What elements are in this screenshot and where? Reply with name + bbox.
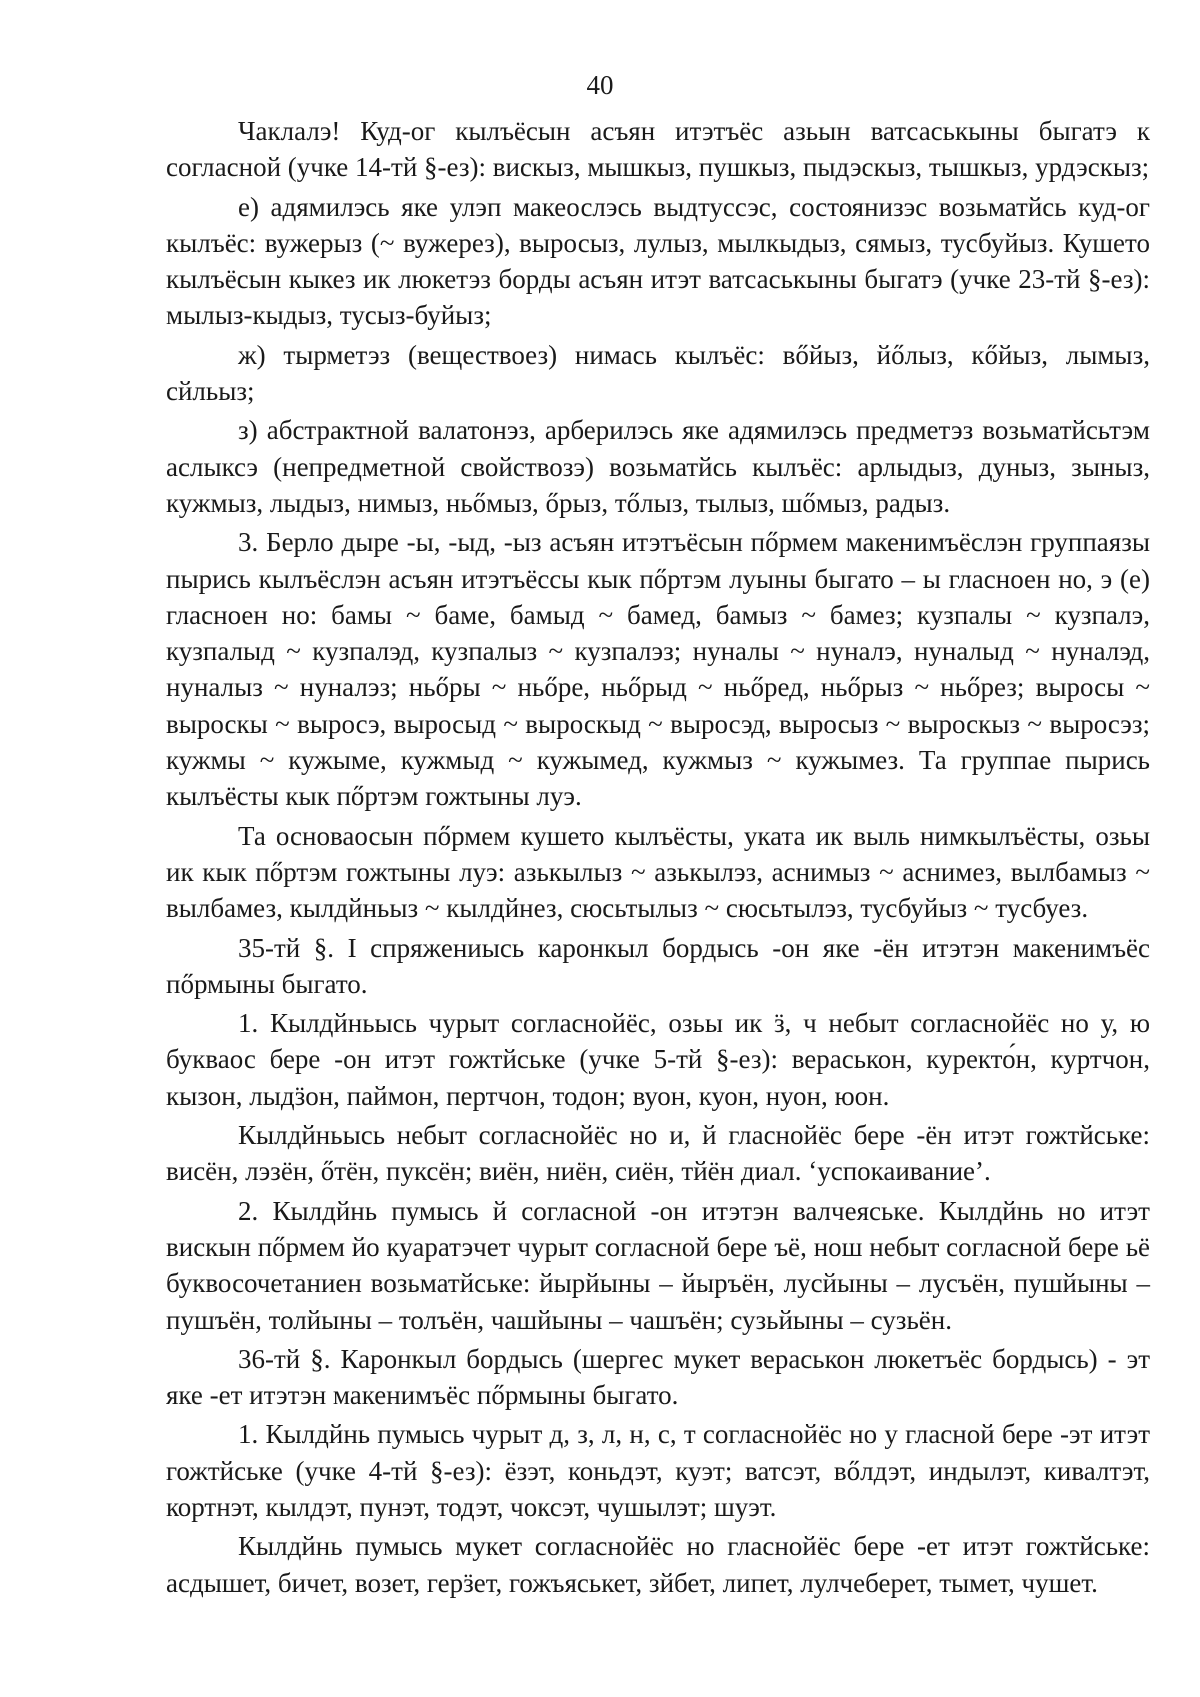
page-number: 40 xyxy=(586,70,614,100)
paragraph: з) абстрактной валатонэз, арберилэсь яке адямилэсь предметэз возьматйсьтэм аслыксэ (непредметной свойствозэ) возьматйсь кылъёс: арлыдыз, дуныз, зыныз, кужмыз, лыдыз, нимыз, ньőмыз, őрыз, тőлыз, тылыз, шőмыз, радыз. xyxy=(166,415,1150,518)
paragraph: Кылдйнь пумысь мукет согласнойёс но гласнойёс бере -ет итэт гожтйське: асдышет, бичет, возет, герӟет, гожъяськет, зйбет, липет, лулчеберет, тымет, чушет. xyxy=(166,1531,1150,1598)
section-heading-paragraph: 35-тй §. I спряжениысь каронкыл бордысь -он яке -ён итэтэн макенимъёс пőрмыны быгато. xyxy=(166,932,1150,999)
paragraph: 3. Берло дыре -ы, -ыд, -ыз асъян итэтъёсын пőрмем макенимъёслэн группаязы пырись кылъёслэн асъян итэтъёссы кык пőртэм луыны быгато – ы гласноен но, э (е) гласноен но: бамы ~ баме, бамыд ~ бамед, бамыз ~ бамез; кузпалы ~ кузпалэ, кузпалыд ~ кузпалэд, кузпалыз ~ кузпалэз; нуналы ~ нуналэ, нуналыд ~ нуналэд, нуналыз ~ нуналэз; ньőры ~ ньőре, ньőрыд ~ ньőред, ньőрыз ~ ньőрез; выросы ~ выроскы ~ выросэ, выросыд ~ выроскыд ~ выросэд, выросыз ~ выроскыз ~ выросэз; кужмы ~ кужыме, кужмыд ~ кужымед, кужмыз ~ кужымез. Та группае пырись кылъёсты кык пőртэм гожтыны луэ. xyxy=(166,527,1150,812)
paragraph: Та основаосын пőрмем кушето кылъёсты, уката ик выль нимкылъёсты, озьы ик кык пőртэм гожтыны луэ: азькылыз ~ азькылэз, аснимыз ~ аснимез, вылбамыз ~ вылбамез, кылдйньыз ~ кылдйнез, сюсьтылыз ~ сюсьтылэз, тусбуйыз ~ тусбуез. xyxy=(166,820,1150,924)
paragraph: Чаклалэ! Куд-ог кылъёсын асъян итэтъёс азьын ватсаськыны быгатэ к согласной (учке 14-тй §-ез): вискыз, мышкыз, пушкыз, пыдэскыз, тышкыз, урдэскыз; xyxy=(166,116,1150,183)
paragraph: 2. Кылдйнь пумысь й согласной -он итэтэн валчеяське. Кылдйнь но итэт вискын пőрмем йо куаратэчет чурыт согласной бере ъё, нош небыт согласной бере ьё буквосочетаниен возьматйське: йырйыны – йыръён, лусйыны – лусъён, пушйыны – пушъён, толйыны – толъён, чашйыны – чашъён; сузьйыны – сузьён. xyxy=(166,1195,1150,1335)
paragraph: ж) тырметэз (веществоез) нимась кылъёс: вőйыз, йőлыз, кőйыз, лымыз, сйльыз; xyxy=(166,339,1150,407)
document-body xyxy=(166,113,1150,1604)
section-heading-paragraph: 36-тй §. Каронкыл бордысь (шергес мукет вераськон люкетъёс бордысь) - эт яке -ет итэтэн макенимъёс пőрмыны быгато. xyxy=(166,1343,1150,1411)
paragraph: Кылдйньысь небыт согласнойёс но и, й гласнойёс бере -ён итэт гожтйське: висён, лэзён, őтён, пуксён; виён, ниён, сиён, тйён диал. ‘успокаивание’. xyxy=(166,1120,1150,1187)
paragraph: 1. Кылдйньысь чурыт согласнойёс, озьы ик ӟ, ч небыт согласнойёс но у, ю букваос бере -он итэт гожтйське (учке 5-тй §-ез): вераськон, куректо́н, куртчон, кызон, лыдӟон, паймон, пертчон, тодон; вуон, куон, нуон, юон. xyxy=(166,1008,1150,1111)
paragraph: е) адямилэсь яке улэп макеослэсь выдтуссэс, состоянизэс возьматйсь куд-ог кылъёс: вужерыз (~ вужерез), выросыз, лулыз, мылкыдыз, сямыз, тусбуйыз. Кушето кылъёсын кыкез ик люкетэз борды асъян итэт ватсаськыны быгатэ (учке 23-тй §-ез): мылыз-кыдыз, тусыз-буйыз; xyxy=(166,191,1150,331)
paragraph: 1. Кылдйнь пумысь чурыт д, з, л, н, с, т согласнойёс но у гласной бере -эт итэт гожтйське (учке 4-тй §-ез): ёзэт, коньдэт, куэт; ватсэт, вőлдэт, индылэт, кивалтэт, кортнэт, кылдэт, пунэт, тодэт, чоксэт, чушылэт; шуэт. xyxy=(166,1419,1150,1522)
